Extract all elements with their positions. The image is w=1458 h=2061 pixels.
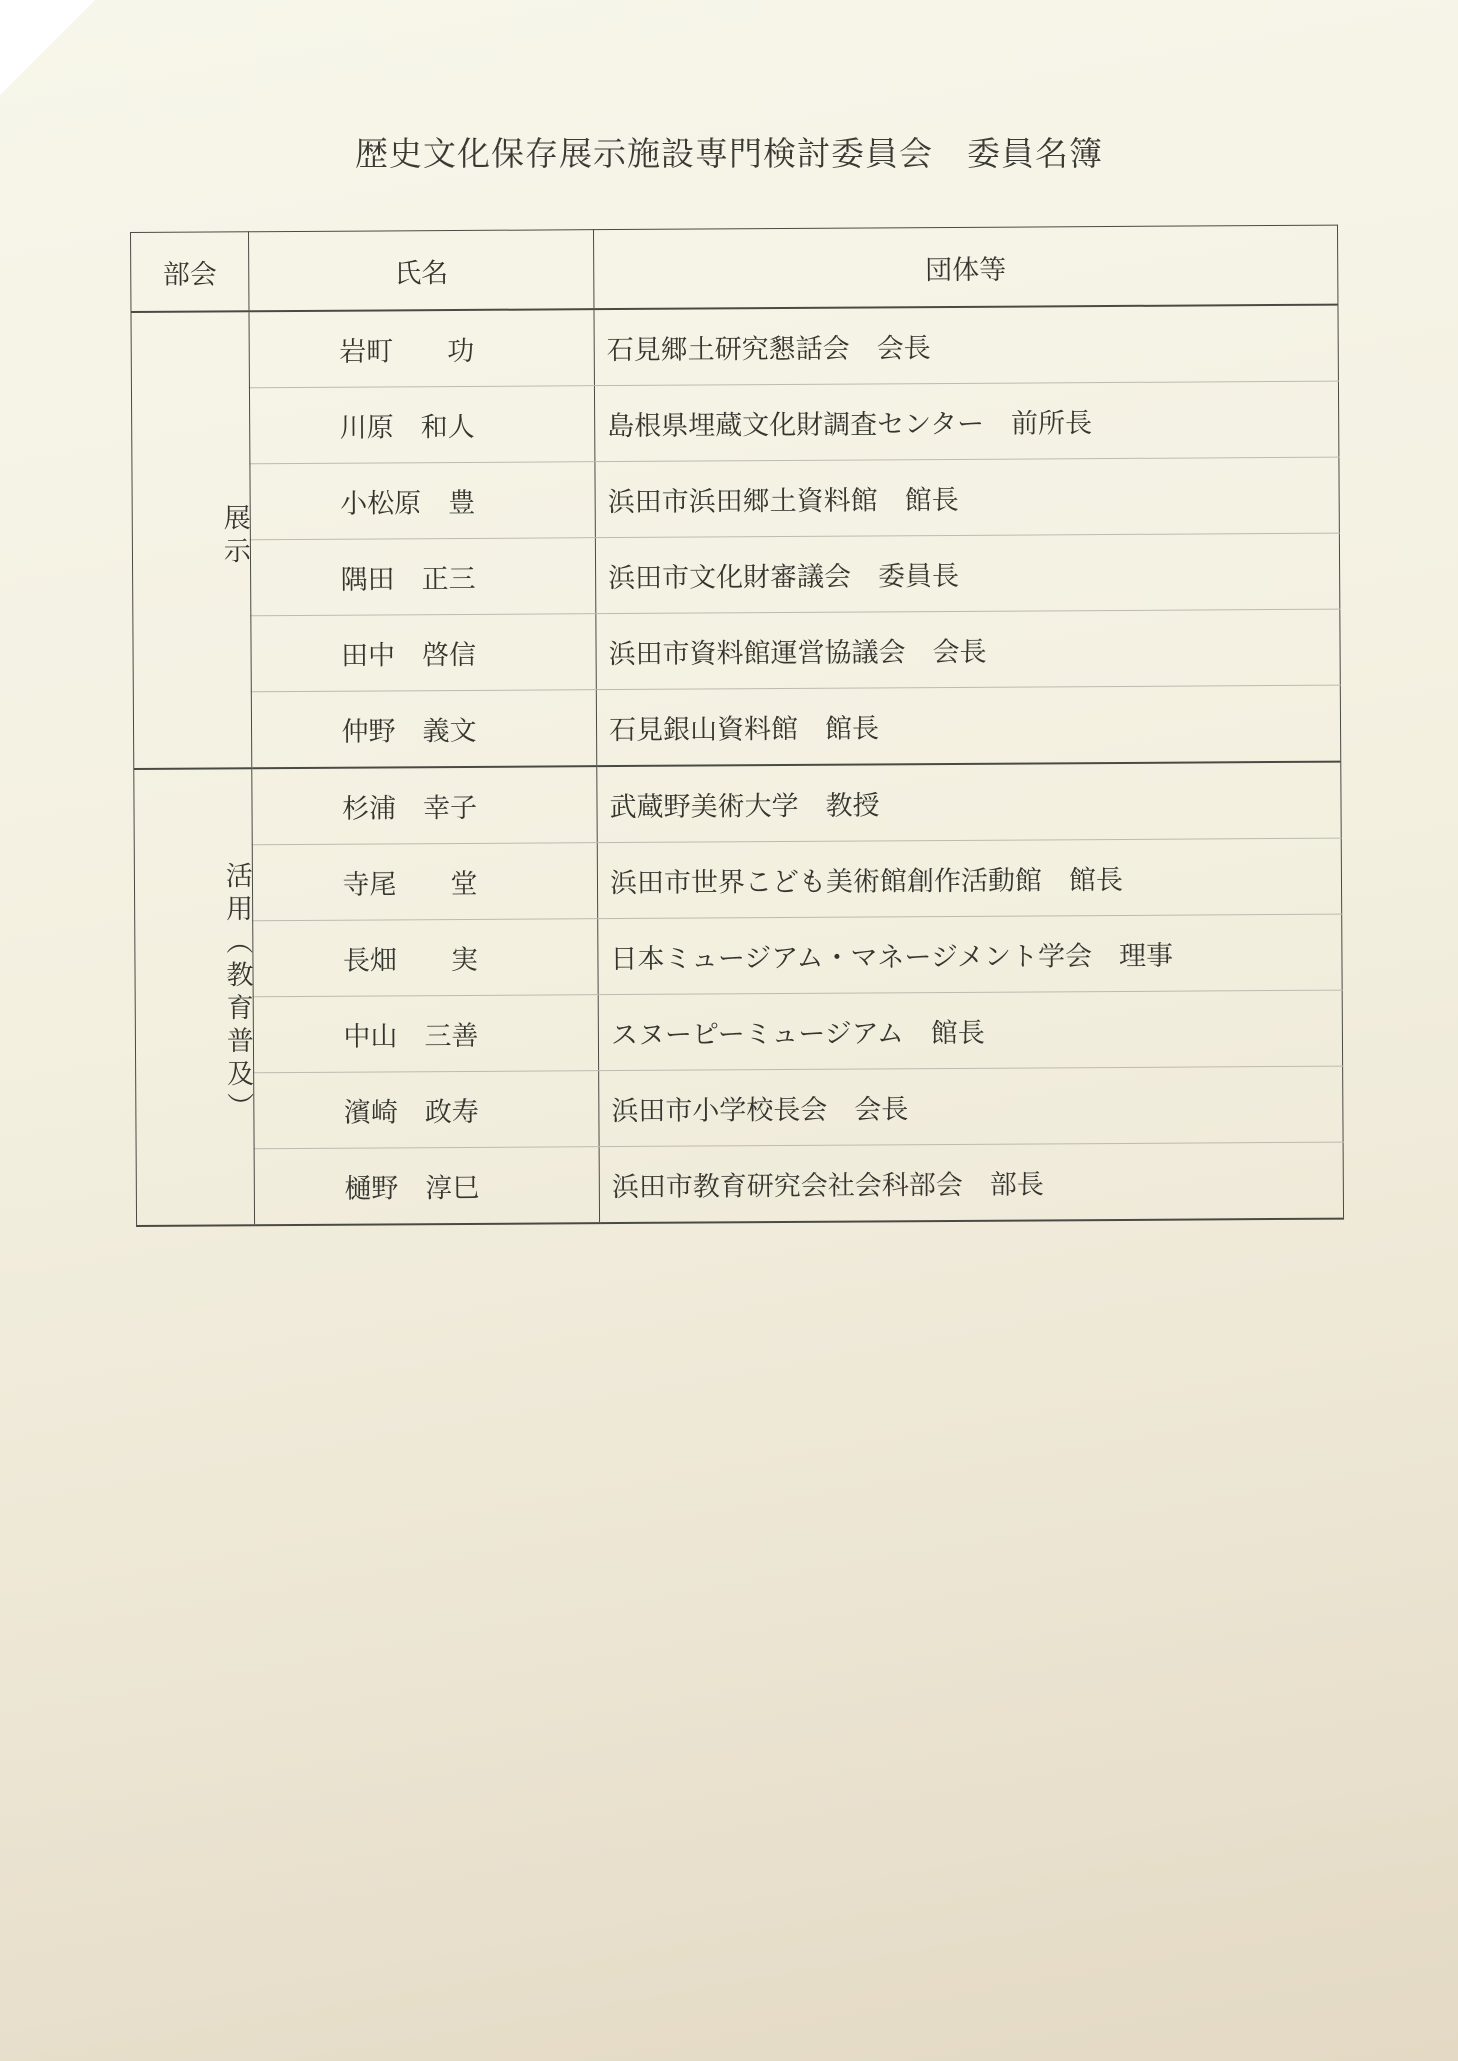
section-label: 活用（教育普及） xyxy=(220,861,254,1126)
member-name: 隅田 正三 xyxy=(250,538,595,616)
table-row xyxy=(136,1066,1343,1149)
member-name: 中山 三善 xyxy=(253,995,598,1073)
member-roster-table xyxy=(130,225,1344,1227)
member-name: 川原 和人 xyxy=(249,386,594,464)
member-organization: 日本ミュージアム・マネージメント学会 理事 xyxy=(598,914,1342,995)
member-name: 田中 啓信 xyxy=(251,614,596,692)
member-organization: 石見郷土研究懇話会 会長 xyxy=(594,305,1338,386)
member-name: 杉浦 幸子 xyxy=(252,766,597,845)
table-header-row xyxy=(131,225,1338,312)
table-row xyxy=(133,609,1340,692)
table-row xyxy=(131,381,1338,464)
table-row xyxy=(132,457,1339,540)
document-title: 歴史文化保存展示施設専門検討委員会 委員名簿 xyxy=(355,134,1103,173)
member-organization: 浜田市世界こども美術館創作活動館 館長 xyxy=(597,838,1341,919)
table-row xyxy=(134,838,1341,921)
table-row xyxy=(133,685,1340,769)
member-organization: スヌーピーミュージアム 館長 xyxy=(598,990,1342,1071)
member-name: 長畑 実 xyxy=(253,919,598,997)
header-section: 部会 xyxy=(131,232,249,312)
section-label: 展示 xyxy=(218,503,250,570)
table-row xyxy=(134,762,1341,846)
table-row xyxy=(135,914,1342,997)
section-cell-exhibition xyxy=(131,311,252,769)
table-row xyxy=(135,990,1342,1073)
member-organization: 石見銀山資料館 館長 xyxy=(596,685,1340,766)
table-row xyxy=(136,1142,1343,1226)
header-name: 氏名 xyxy=(249,230,594,312)
folded-corner xyxy=(0,0,95,95)
member-name: 仲野 義文 xyxy=(251,690,596,769)
member-organization: 浜田市浜田郷土資料館 館長 xyxy=(595,457,1339,538)
section-cell-utilization xyxy=(134,768,255,1226)
member-name: 岩町 功 xyxy=(249,309,594,388)
member-organization: 島根県埋蔵文化財調査センター 前所長 xyxy=(594,381,1338,462)
member-name: 小松原 豊 xyxy=(250,462,595,540)
member-organization: 浜田市小学校長会 会長 xyxy=(599,1066,1343,1147)
member-name: 樋野 淳巳 xyxy=(254,1147,599,1226)
member-name: 濱崎 政寿 xyxy=(254,1071,599,1149)
member-name: 寺尾 堂 xyxy=(252,843,597,921)
table-row xyxy=(132,533,1339,616)
member-organization: 浜田市資料館運営協議会 会長 xyxy=(596,609,1340,690)
header-organization: 団体等 xyxy=(593,225,1337,309)
member-organization: 武蔵野美術大学 教授 xyxy=(597,762,1341,843)
table-row xyxy=(131,305,1338,389)
member-organization: 浜田市文化財審議会 委員長 xyxy=(595,533,1339,614)
member-organization: 浜田市教育研究会社会科部会 部長 xyxy=(599,1142,1343,1223)
